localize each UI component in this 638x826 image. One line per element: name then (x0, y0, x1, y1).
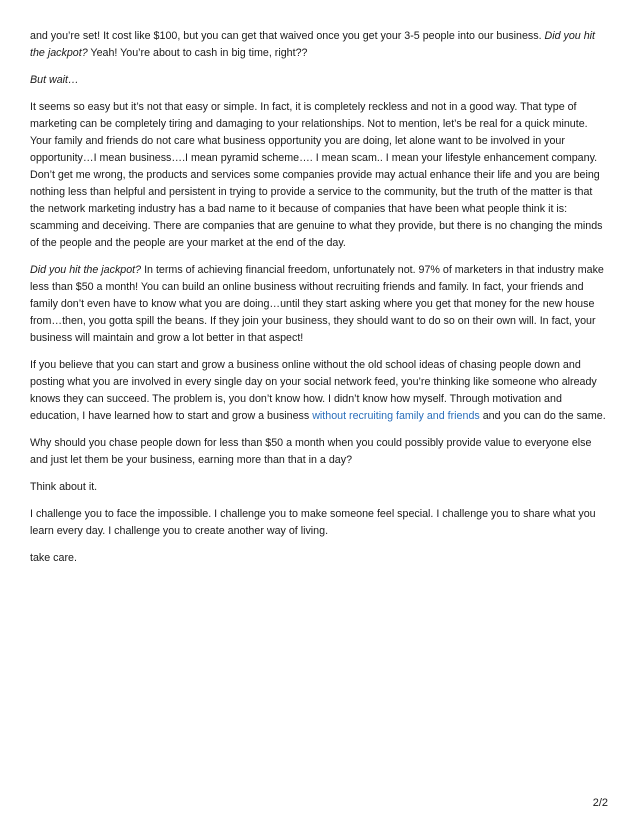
paragraph-2-emphasis: But wait… (30, 74, 79, 86)
paragraph-4 (30, 262, 610, 347)
paragraph-4-emphasis: Did you hit the jackpot? (30, 264, 142, 276)
paragraph-7: Think about it. (30, 481, 98, 493)
paragraph-8: I challenge you to face the impossible. I challenge you to make someone feel special. I challenge you to share what you learn every day. I challenge you to create another way of living. (30, 508, 596, 537)
paragraph-5-text-a: If you believe that you can start and grow a business online without the old school ideas of chasing people down and posting what you are involved in every single day on your social network feed, you’re thinking like someone who already knows they can succeed. The problem is, you don’t know how. I didn’t know how myself. Through motivation and education, I have learned how to start and grow a business (30, 359, 597, 422)
document-body (30, 28, 610, 577)
paragraph-4-text: In terms of achieving financial freedom, unfortunately not. 97% of marketers in that industry make less than $50 a month! You can build an online business without recruiting friends and family. In fact, your friends and family don’t even have to know what you are doing…until they start asking where you get that money for the new house from…then, you gotta spill the beans. If they join your business, they should want to do so on their own will. In fact, your business will maintain and grow a lot better in that aspect! (30, 264, 604, 344)
paragraph-1-text-c: Yeah! You’re about to cash in big time, right?? (87, 47, 308, 59)
paragraph-6: Why should you chase people down for less than $50 a month when you could possibly provide value to everyone else and just let them be your business, earning more than that in a day? (30, 437, 592, 466)
paragraph-1-text-a: and you’re set! It cost like $100, but you can get that waived once you get your 3-5 people into our business. (30, 30, 545, 42)
paragraph-1 (30, 28, 610, 62)
paragraph-2 (30, 72, 610, 89)
paragraph-3: It seems so easy but it’s not that easy or simple. In fact, it is completely reckless and not in a good way. That type of marketing can be completely tiring and damaging to your relationships. Not to mention, let’s be real for a quick minute. Your family and friends do not care what business opportunity you are doing, let alone want to be involved in your opportunity…I mean business….I mean pyramid scheme…. I mean scam.. I mean your lifestyle enhancement company. Don’t get me wrong, the products and services some companies provide may actual enhance their life and you are being nothing less than helpful and persistent in trying to provide a service to the community, but the truth of the matter is that the network marketing industry has a bad name to it because of companies that have been what people think it is: scamming and deceiving. There are companies that are genuine to what they provide, but there is no changing the minds of the people and the people are your market at the end of the day. (30, 101, 603, 249)
paragraph-5 (30, 357, 610, 425)
paragraph-5-text-b: and you can do the same. (479, 410, 606, 422)
recruiting-link[interactable]: without recruiting family and friends (312, 410, 480, 422)
paragraph-9: take care. (30, 552, 77, 564)
paragraph-1-emphasis: Did you hit the jackpot? (30, 30, 596, 59)
page-number: 2/2 (592, 797, 608, 809)
